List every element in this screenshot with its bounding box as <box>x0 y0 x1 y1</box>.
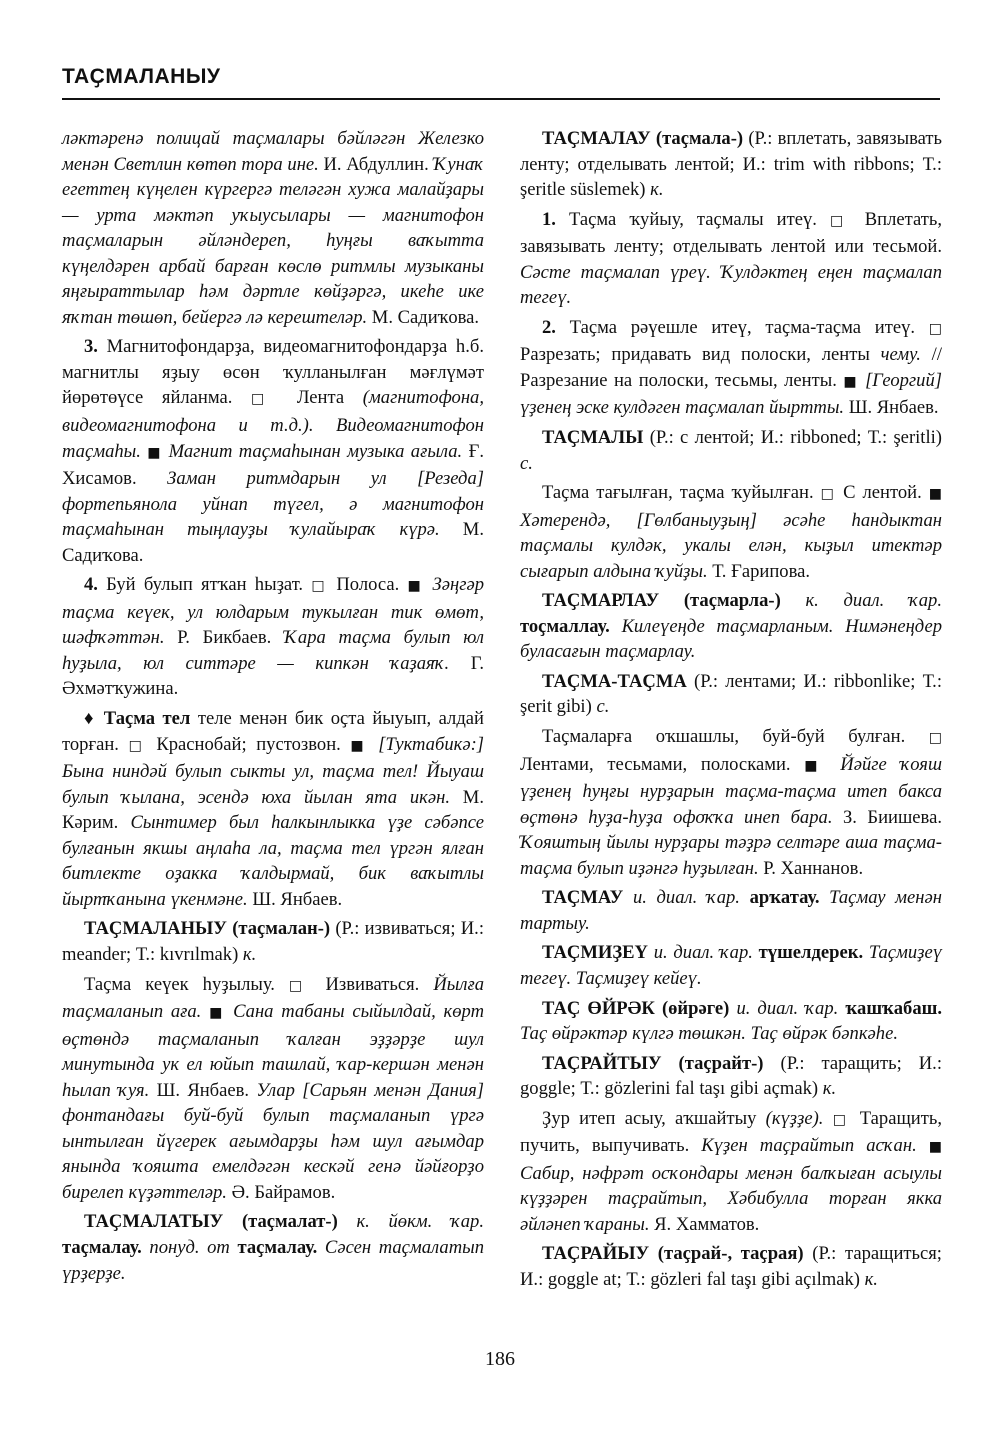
headword: ТАҪМАРЛАУ <box>542 590 660 612</box>
definition-text <box>223 1211 242 1232</box>
definition-text: Полоса. <box>328 574 408 596</box>
example-text: Заман ритмдарын ул [Резеда] фортепьянола уйнап түгел, ə магнитофон таҫмаһынан тыңлауҙы ҡулайыраҡ күрə. <box>62 468 484 541</box>
headword: ТАҪМАУ <box>542 887 624 909</box>
example-text: Ҡара таҫма булып юл һуҙыла, юл ситтəре — кипкəн ҡаҙаяҡ. <box>62 627 484 674</box>
definition-text <box>424 574 432 595</box>
definition-text: (Р.: таращить; И.: goggle; Т.: gözlerini fal taşı gibi açmak) <box>520 1052 942 1100</box>
example-text: понуд. от <box>149 1236 230 1258</box>
example-text: Таҫ өйрəктəр күлгə төшкəн. Таҫ өйрəк бəпкəһе. <box>520 1023 898 1045</box>
example-text: к. <box>864 1268 878 1290</box>
definition-text: Лента <box>278 387 363 409</box>
example-text: Килеүеңде таҫмарланым. Нимəнеңдер буласағын таҫмарлау. <box>520 615 942 663</box>
example-text: [Туктабикə:] Бына ниндəй булып сыкты ул, таҫма тел! Йыуаш булып ҡылана, эсендə юха йылан ята икəн. <box>62 733 485 808</box>
definition-text <box>225 1001 233 1022</box>
definition-text <box>317 1237 325 1258</box>
headword: (өйрəге) <box>661 997 730 1019</box>
definition-text <box>649 1243 658 1264</box>
headword: ТАҪМАЛЫ <box>542 427 644 449</box>
entry-paragraph <box>62 706 484 912</box>
headword: ТАҪМАЛАТЫУ <box>84 1211 224 1233</box>
translation-marker-icon: □ <box>830 212 852 229</box>
example-text: Таҫмау менəн тартыу. <box>520 887 942 934</box>
definition-text: М. Кəрим. <box>62 786 484 834</box>
headword: (таҫмарла-) <box>683 590 781 612</box>
definition-text <box>823 1108 832 1129</box>
headword: арҡатау. <box>749 887 820 909</box>
translation-marker-icon: □ <box>128 737 147 754</box>
headword: (таҫрайт-) <box>678 1052 764 1074</box>
headword: ТАҪМА-ТАҪМА <box>542 670 687 692</box>
definition-text: Таҫма рəүешле итеү, таҫма-таҫма итеү. <box>555 316 929 338</box>
entry-paragraph <box>520 940 942 991</box>
header-rule <box>62 98 940 100</box>
page-header <box>62 64 940 100</box>
example-text: [Георгий] үҙенең эске кулдəген таҫмалап йыртты. <box>520 369 943 419</box>
entry-paragraph <box>62 334 484 568</box>
example-text: и. диал. ҡар. <box>736 997 839 1019</box>
definition-text: Буй булып ятҡан һыҙат. <box>97 574 312 596</box>
definition-text: (Р.: извиваться; И.: meander; Т.: kıvrılmak) <box>62 918 484 965</box>
headword: тоҫмаллау. <box>520 615 610 637</box>
entry-paragraph <box>520 588 942 665</box>
definition-text <box>662 1053 679 1074</box>
definition-text <box>820 887 830 908</box>
headword: 2. <box>542 316 556 338</box>
headword: түшелдерек. <box>758 942 864 964</box>
headword: ТАҪРАЙТЫУ <box>542 1052 662 1074</box>
definition-text: // Разрезание на полоски, тесьмы, ленты. <box>520 344 942 391</box>
translation-marker-icon: □ <box>311 578 329 595</box>
example-marker-icon: ■ <box>928 1139 943 1156</box>
headword: 4. <box>84 574 98 596</box>
headword: ТАҪРАЙЫУ <box>542 1243 650 1265</box>
definition-text: Р. Бикбаев. <box>164 627 284 649</box>
definition-text: Таҫмаларға оҡшашлы, буй-буй булған. <box>542 726 929 748</box>
example-marker-icon: ■ <box>928 486 942 503</box>
entry-paragraph <box>520 996 942 1047</box>
definition-text: Магнитофондарҙа, видеомагнитофондарҙа һ.б. магнитлы яҙыу өсөн ҡулланылған мəғлүмəт йөрөтөүсе яйланма. <box>62 336 484 409</box>
example-text: Сынтимер был һалкынлыкка үҙе сəбəпсе булғанын якшы аңлаһа ла, таҫма тел үргəн ялған битлекте оҙакка ҡалдырмай, бик ваҡытлы йыртҡанына үкенмəне. <box>62 812 484 910</box>
example-marker-icon: ■ <box>147 444 163 461</box>
example-text: (магнитофона, видеомагнитофона и т.д.). Видеомагнитофон таҫмаһы. <box>62 387 484 462</box>
example-marker-icon: ■ <box>350 737 369 754</box>
example-text: к. йөкм. ҡар. <box>356 1211 485 1233</box>
definition-text: (Р.: вплетать, завязывать ленту; отделывать лентой; И.: trim with ribbons; Т.: şeritle süslemek) <box>520 128 942 201</box>
headword: 1. <box>542 208 556 230</box>
example-text: с. <box>520 452 533 474</box>
example-text: Улар [Сарьян менəн Дания] фонтандағы буй-буй булып таҫмаланып үргə ынтылған йүгерек ағымдарҙы һəм шул ағымдар янында ҡояшта емелдəгəн кескəй генə йəйғорҙо бирелеп күҙəттелəр. <box>62 1079 484 1203</box>
example-text: чему. <box>880 344 921 366</box>
headword: ТАҪМАЛАНЫУ <box>84 918 227 940</box>
example-marker-icon: ■ <box>843 373 859 390</box>
definition-text: теле менəн бик оҫта йыуып, алдай торған. <box>62 708 484 755</box>
entry-paragraph <box>62 1209 484 1286</box>
example-text: и. диал. ҡар. <box>632 887 740 909</box>
example-text: Зəңгəр таҫма кеүек, ул юлдарым тукылған тик өмөт, шəфҡəттəн. <box>62 574 485 649</box>
definition-text <box>623 887 633 908</box>
definition-text: Лентами, тесьмами, полосками. <box>520 753 805 775</box>
headword: (таҫмалан-) <box>232 918 331 940</box>
example-text: Ҡояштың йылы нурҙары тəҙрə селтəре аша таҫма-таҫма булып иҙəнгə һуҙылған. <box>520 832 942 879</box>
definition-text: Таҫма ҡуйыу, таҫмалы итеү. <box>555 208 831 230</box>
definition-text: Ш. Янбаев. <box>149 1079 257 1101</box>
entry-paragraph <box>520 207 942 311</box>
left-column <box>62 126 484 1290</box>
example-text: Хəтерендə, [Гөлбаныуҙың] əсəһе һандыктан таҫмалы кулдəк, укалы елəн, кыҙыл итектəр сығарып алдына ҡуйҙы. <box>520 509 942 582</box>
entry-paragraph <box>520 126 942 203</box>
entry-paragraph <box>520 425 942 476</box>
translation-marker-icon: □ <box>928 730 942 747</box>
example-text: Күҙен таҫрайтып асҡан. <box>701 1135 917 1157</box>
definition-text: Разрезать; придавать вид полоски, ленты <box>520 344 881 366</box>
definition-text: (Р.: таращиться; И.: goggle at; Т.: gözleri fal taşı gibi açılmak) <box>520 1243 942 1290</box>
translation-marker-icon: □ <box>832 1111 851 1128</box>
definition-text <box>655 998 662 1019</box>
entry-paragraph <box>520 669 942 720</box>
example-text: лəктəренə полицай таҫмалары бəйлəгəн Железко менəн Светлин көтөп тора ине. <box>62 128 484 175</box>
definition-text <box>659 590 684 611</box>
entry-paragraph <box>520 1051 942 1102</box>
headword: таҫмалау. <box>62 1236 142 1258</box>
definition-text: Я. Хамматов. <box>649 1213 760 1235</box>
headword: (таҫмалат-) <box>241 1211 338 1233</box>
headword: (таҫрай-, таҫрая) <box>657 1243 804 1265</box>
example-text: Йылға таҫмаланып аға. <box>62 973 484 1023</box>
definition-text <box>369 734 379 755</box>
headword: таҫмалау. <box>237 1236 318 1258</box>
definition-text: (Р.: с лентой; И.: ribboned; Т.: şeritli) <box>643 427 942 449</box>
definition-text: Извиваться. <box>311 973 434 995</box>
entry-paragraph <box>520 724 942 881</box>
definition-text: И. Абдуллин. <box>318 153 434 175</box>
definition-text: Т. Ғарипова. <box>707 560 811 582</box>
definition-text: Г. Əхмəтҡужина. <box>62 652 484 700</box>
definition-text: М. Садиҡова. <box>367 306 480 328</box>
definition-text: Ш. Янбаев. <box>247 888 343 910</box>
entry-paragraph <box>520 1106 942 1238</box>
definition-text <box>827 754 841 775</box>
definition-text: Таращить, пучить, выпучивать. <box>520 1107 943 1157</box>
running-head: ТАҪМАЛАНЫУ <box>62 65 221 88</box>
example-text: Сəсте таҫмалап үреү. Ҡулдəктең еңен таҫмалап тегеү. <box>520 261 942 309</box>
headword: ТАҪМАЛАУ <box>542 128 651 149</box>
definition-text: Ə. Байрамов. <box>226 1181 336 1203</box>
example-marker-icon: ■ <box>804 757 827 774</box>
entry-paragraph <box>62 572 484 702</box>
definition-text: Таҫма тағылған, таҫма ҡуйылған. <box>542 482 821 504</box>
translation-marker-icon: □ <box>820 486 837 503</box>
definition-text: Р. Ханнанов. <box>758 857 864 879</box>
translation-marker-icon: □ <box>928 320 942 337</box>
definition-text <box>338 1211 357 1232</box>
definition-text: (Р.: лентами; И.: ribbonlike; Т.: şerit gibi) <box>520 670 942 718</box>
page-number: 186 <box>485 1348 515 1370</box>
definition-text: М. Садиҡова. <box>62 519 484 566</box>
definition-text: З. Биишева. <box>832 806 942 828</box>
example-text: (күҙҙе). <box>765 1107 824 1129</box>
headword: (таҫмала-) <box>655 128 744 149</box>
example-text: и. диал. ҡар. <box>653 942 753 964</box>
headword: ТАҪ ӨЙРƏК <box>542 997 655 1019</box>
definition-text <box>781 590 806 611</box>
definition-text <box>201 1001 209 1022</box>
example-text: Сабир, нəфрəт осҡондары менəн балҡыған асыулы күҙҙəрен таҫрайтып, Хəбибулла торған якка əйлəнеп ҡараны. <box>520 1162 942 1235</box>
entry-paragraph <box>62 126 484 330</box>
example-text: к. диал. ҡар. <box>805 590 942 612</box>
example-text: Таҫмиҙеү тегеү. Таҫмиҙеү кейеү. <box>520 942 943 989</box>
example-text: Магнит таҫмаһынан музыка ағыла. <box>168 440 463 462</box>
entry-paragraph <box>520 480 942 584</box>
entry-paragraph <box>62 916 484 967</box>
translation-marker-icon: □ <box>288 977 312 994</box>
example-text: Сəсен таҫмалатып үрҙерҙе. <box>62 1236 485 1284</box>
definition-text <box>610 616 622 637</box>
example-text: к. <box>650 179 664 201</box>
example-marker-icon: ■ <box>209 1005 226 1022</box>
example-marker-icon: ■ <box>407 578 425 595</box>
right-column <box>520 126 942 1297</box>
definition-text: С лентой. <box>836 482 929 504</box>
definition-text: Ғ. Хисамов. <box>62 440 484 490</box>
headword: ҡашҡабаш. <box>845 997 943 1019</box>
definition-text <box>230 1237 238 1258</box>
entry-paragraph <box>520 315 942 421</box>
example-text: Сана табаны сыйылдай, көрт өҫтөндə таҫмаланып ҡалған эҙҙəрҙе шул минутында ук ел юйып ташлай, ҡар-кершəн менəн һылап ҡуя. <box>62 1001 485 1101</box>
example-text: с. <box>596 696 610 718</box>
example-text: к. <box>822 1078 837 1100</box>
definition-text <box>917 1135 929 1156</box>
headword: 3. <box>84 336 98 358</box>
example-text: Йəйге ҡояш үҙенең һуңғы нурҙарын таҫма-таҫма итеп бакса өҫтөнə һуҙа-һуҙа офоҡҡа инеп бара. <box>520 753 942 828</box>
definition-text: Таҫма кеүек һуҙылыу. <box>84 973 289 995</box>
definition-text: Краснобай; пустозвон. <box>146 733 351 755</box>
headword: ТАҪМИҘЕҮ <box>542 942 648 964</box>
entry-paragraph <box>520 1241 942 1292</box>
definition-text: Ш. Янбаев. <box>844 397 939 419</box>
example-text: к. <box>242 943 257 965</box>
definition-text: Вплетать, завязывать ленту; отделывать лентой или тесьмой. <box>520 208 942 258</box>
translation-marker-icon: □ <box>251 391 279 408</box>
definition-text: Ҙур итеп асыу, аҡшайтыу <box>542 1107 766 1129</box>
entry-paragraph <box>520 885 942 936</box>
example-text: Ҡунаҡ егеттең күңелен күргергə телəгəн хужа малайҙары — урта мəктəп уҡыусылары — магнитофон таҫмаларын əйлəндереп, һуңғы ваҡытта күңелдəрен арбай барған көслө ритмлы музыканы яңғыраттылар һəм дəртле көйҙəргə, икеһе ике яҡтан төшөп, бейергə лə керештелəр. <box>62 153 484 328</box>
entry-paragraph <box>62 972 484 1206</box>
headword: ♦ Таҫма тел <box>84 708 191 730</box>
definition-text <box>740 887 750 908</box>
